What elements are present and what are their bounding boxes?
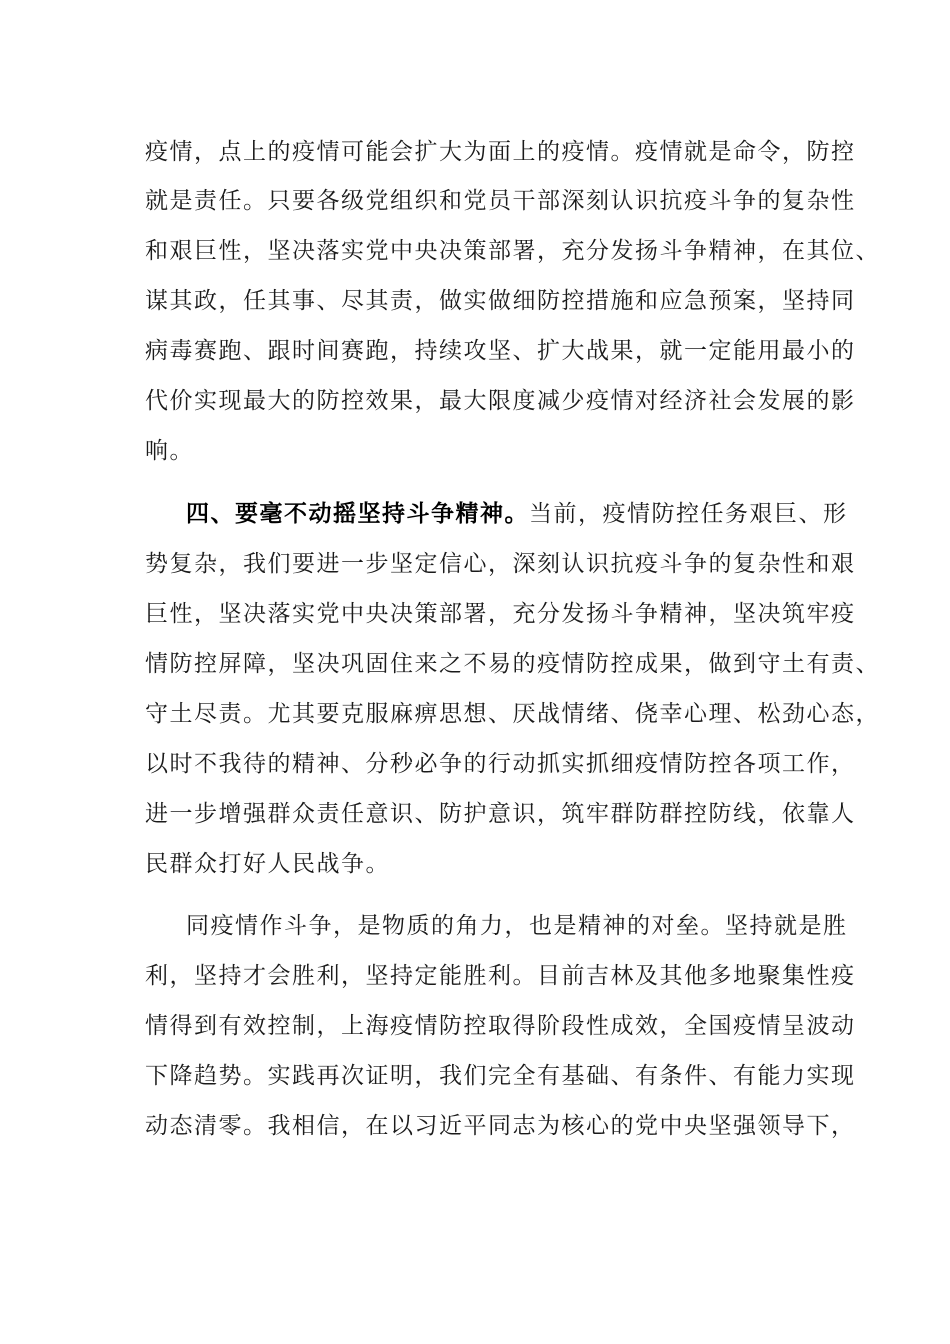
text-line: 以时不我待的精神、分秒必争的行动抓实抓细疫情防控各项工作， — [145, 751, 856, 777]
text-line: 下降趋势。实践再次证明，我们完全有基础、有条件、有能力实现 — [145, 1063, 856, 1089]
text-line: 民群众打好人民战争。 — [145, 851, 390, 877]
paragraph-first-line — [186, 499, 848, 529]
text-line: 和艰巨性，坚决落实党中央决策部署，充分发扬斗争精神，在其位、 — [145, 238, 880, 264]
text-line: 情得到有效控制，上海疫情防控取得阶段性成效，全国疫情呈波动 — [145, 1013, 856, 1039]
text-line: 巨性，坚决落实党中央决策部署，充分发扬斗争精神，坚决筑牢疫 — [145, 601, 856, 627]
paragraph-first-line: 同疫情作斗争，是物质的角力，也是精神的对垒。坚持就是胜 — [186, 913, 848, 939]
text-line: 代价实现最大的防控效果，最大限度减少疫情对经济社会发展的影 — [145, 388, 856, 414]
text-line: 疫情，点上的疫情可能会扩大为面上的疫情。疫情就是命令，防控 — [145, 139, 856, 165]
text-line: 情防控屏障，坚决巩固住来之不易的疫情防控成果，做到守土有责、 — [145, 651, 880, 677]
section-heading: 四、要毫不动摇坚持斗争精神。 — [186, 501, 529, 527]
text-line: 利，坚持才会胜利，坚持定能胜利。目前吉林及其他多地聚集性疫 — [145, 963, 856, 989]
text-line: 谋其政，任其事、尽其责，做实做细防控措施和应急预案，坚持同 — [145, 288, 856, 314]
text-line: 进一步增强群众责任意识、防护意识，筑牢群防群控防线，依靠人 — [145, 801, 856, 827]
text-line: 病毒赛跑、跟时间赛跑，持续攻坚、扩大战果，就一定能用最小的 — [145, 338, 856, 364]
text-run: 当前，疫情防控任务艰巨、形 — [529, 501, 848, 527]
text-line: 就是责任。只要各级党组织和党员干部深刻认识抗疫斗争的复杂性 — [145, 188, 856, 214]
text-line: 响。 — [145, 438, 194, 464]
text-line: 势复杂，我们要进一步坚定信心，深刻认识抗疫斗争的复杂性和艰 — [145, 551, 856, 577]
text-line: 守土尽责。尤其要克服麻痹思想、厌战情绪、侥幸心理、松劲心态， — [145, 701, 880, 727]
text-line: 动态清零。我相信，在以习近平同志为核心的党中央坚强领导下， — [145, 1113, 856, 1139]
